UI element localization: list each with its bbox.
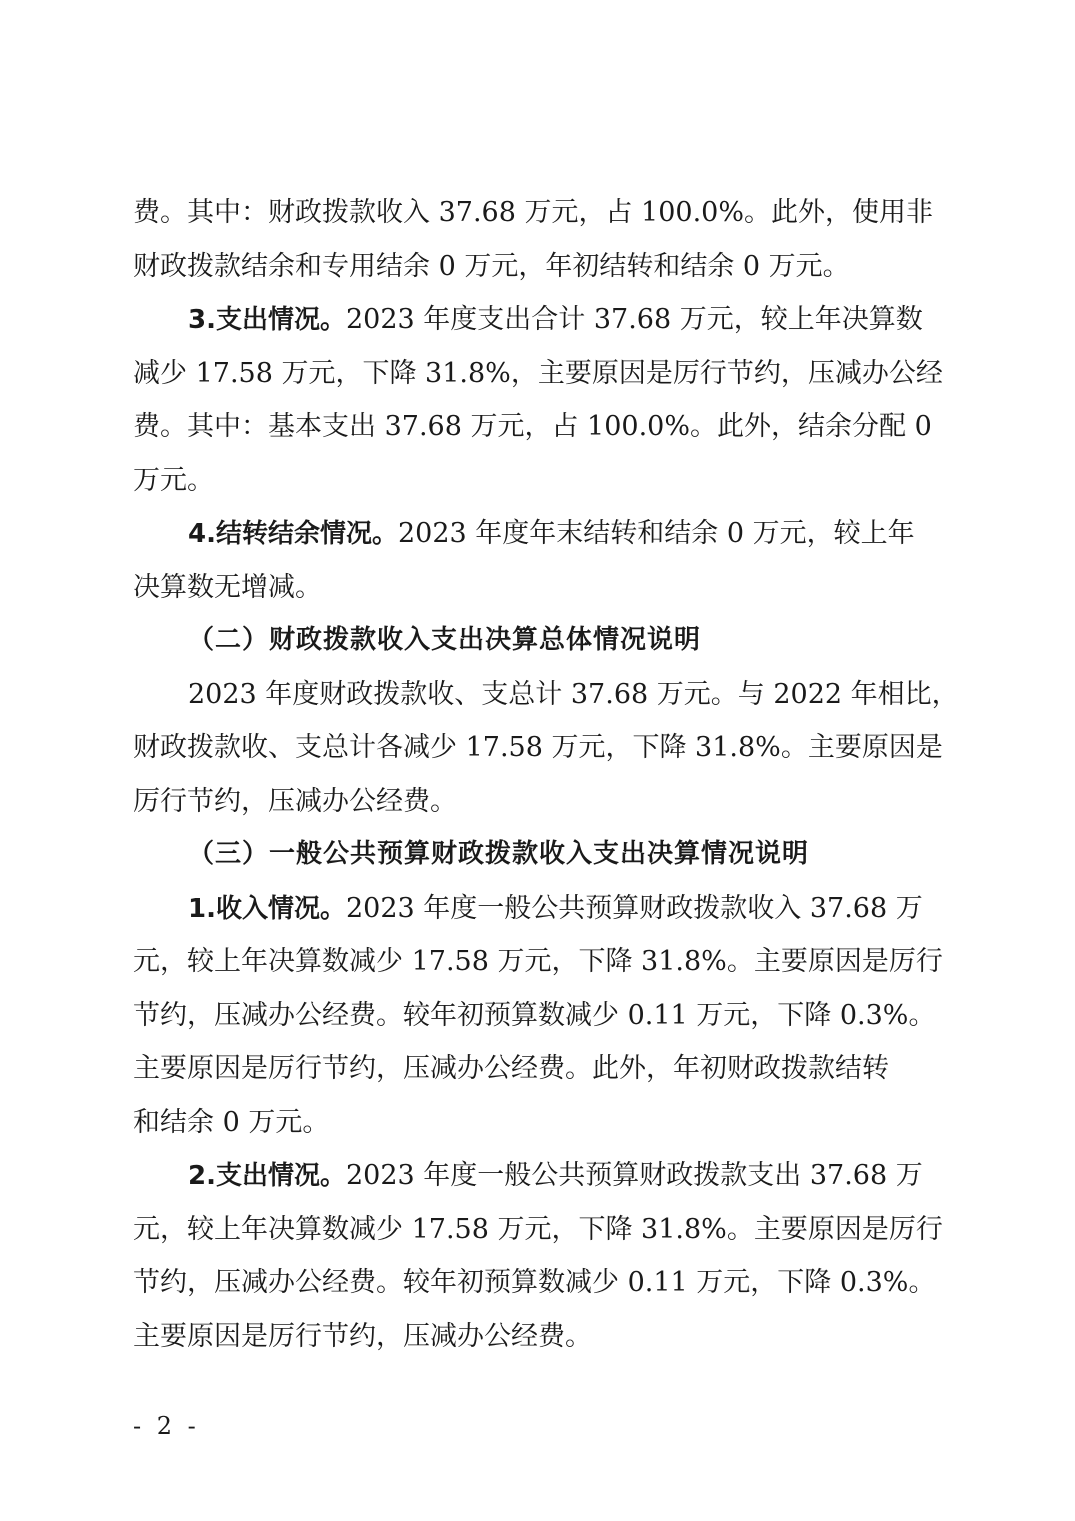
p6-line-2: 元，较上年决算数减少 17.58 万元，下降 31.8%。主要原因是厉行	[133, 1213, 943, 1245]
p6-lead: 2.支出情况。	[188, 1161, 346, 1191]
p6-line-4: 主要原因是厉行节约，压减办公经费。	[133, 1320, 592, 1352]
p5-line-4: 主要原因是厉行节约，压减办公经费。此外，年初财政拨款结转	[133, 1053, 889, 1084]
p2-line-3: 费。其中：基本支出 37.68 万元，占 100.0%。此外，结余分配 0	[133, 411, 932, 442]
p1-line-1: 费。其中：财政拨款收入 37.68 万元，占 100.0%。此外，使用非	[133, 197, 933, 228]
p3-line-1-text: 2023 年度年末结转和结余 0 万元，较上年	[397, 518, 915, 549]
p5-line-1-text: 2023 年度一般公共预算财政拨款收入 37.68 万	[345, 892, 923, 924]
p2-line-4: 万元。	[133, 464, 214, 496]
p5-line-2: 元，较上年决算数减少 17.58 万元，下降 31.8%。主要原因是厉行	[133, 946, 943, 977]
section-heading-3-text: （三）一般公共预算财政拨款收入支出决算情况说明	[188, 839, 810, 869]
p6-line-3: 节约，压减办公经费。较年初预算数减少 0.11 万元，下降 0.3%。	[133, 1267, 936, 1298]
p2-line-1-text: 2023 年度支出合计 37.68 万元，较上年决算数	[345, 304, 923, 335]
p5-line-3: 节约，压减办公经费。较年初预算数减少 0.11 万元，下降 0.3%。	[133, 999, 936, 1031]
p6-line-1-text: 2023 年度一般公共预算财政拨款支出 37.68 万	[345, 1160, 923, 1191]
p1-line-2: 财政拨款结余和专用结余 0 万元，年初结转和结余 0 万元。	[133, 250, 850, 282]
p3-lead: 4.结转结余情况。	[188, 519, 398, 549]
p3-line-1	[133, 507, 943, 561]
p4-line-2: 财政拨款收、支总计各减少 17.58 万元，下降 31.8%。主要原因是	[133, 732, 943, 763]
p5-line-5: 和结余 0 万元。	[133, 1106, 330, 1138]
p2-lead: 3.支出情况。	[188, 305, 346, 335]
section-heading-2	[133, 614, 943, 668]
section-heading-3	[133, 828, 943, 882]
p2-line-1	[133, 293, 943, 347]
p2-line-2: 减少 17.58 万元，下降 31.8%，主要原因是厉行节约，压减办公经	[133, 357, 943, 389]
page-number: - 2 -	[133, 1412, 200, 1440]
document-body	[133, 186, 959, 1363]
p5-lead: 1.收入情况。	[188, 893, 346, 924]
p4-line-1: 2023 年度财政拨款收、支总计 37.68 万元。与 2022 年相比，	[188, 678, 959, 710]
p6-line-1	[133, 1149, 943, 1203]
p3-line-2: 决算数无增减。	[133, 571, 322, 603]
p5-line-1	[133, 882, 943, 936]
section-heading-2-text: （二）财政拨款收入支出决算总体情况说明	[188, 625, 702, 655]
p4-line-3: 厉行节约，压减办公经费。	[133, 785, 457, 817]
